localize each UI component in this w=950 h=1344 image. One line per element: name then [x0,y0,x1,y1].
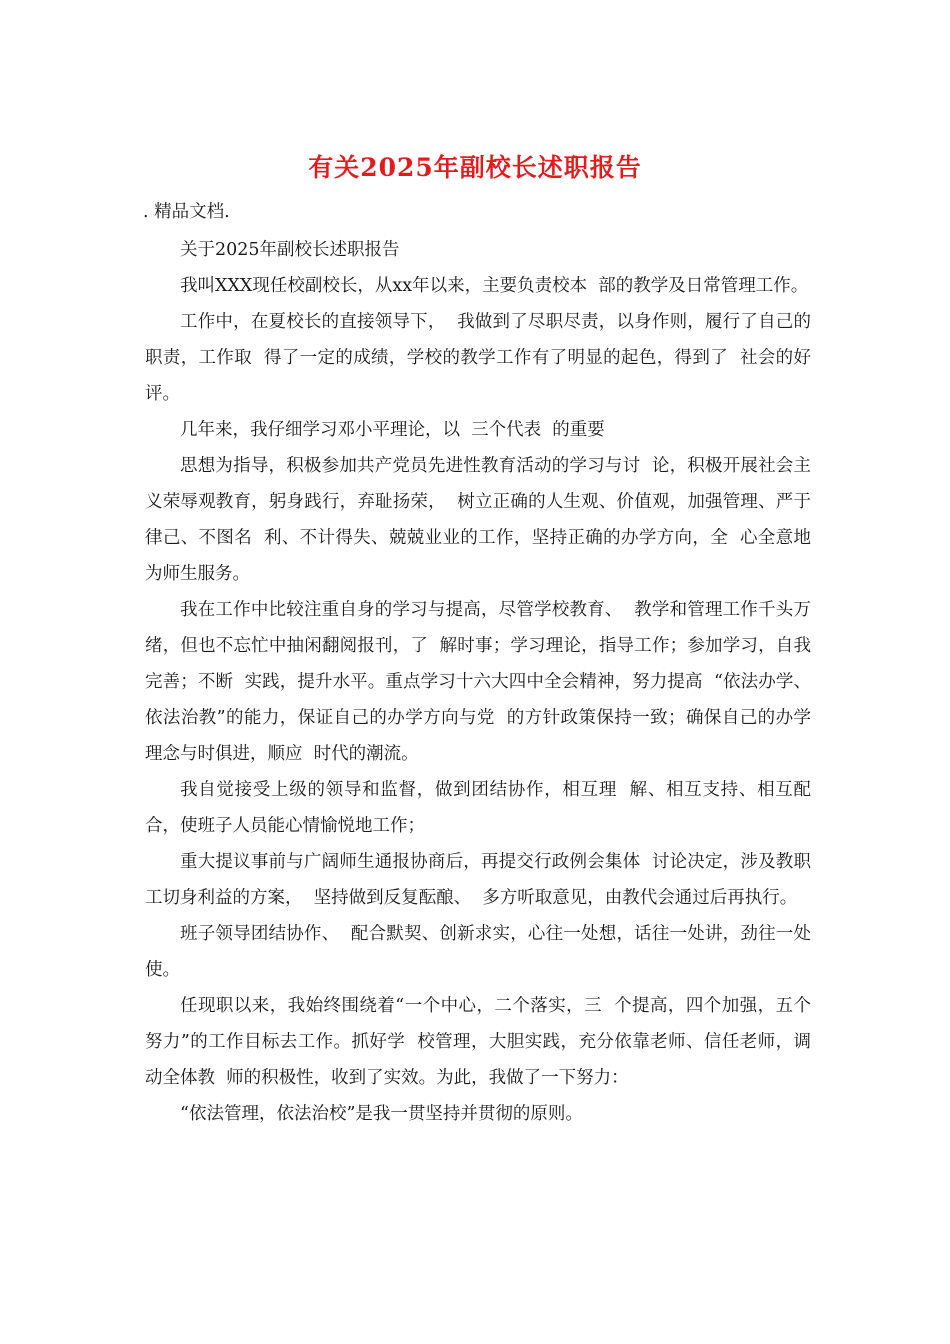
paragraph: 几年来，我仔细学习邓小平理论，以 三个代表 的重要 [180,420,605,440]
paragraph: 思想为指导，积极参加共产党员先进性教育活动的学习与讨 论，积极开展社会主义荣辱观教育，躬身践行，弃耻扬荣， 树立正确的人生观、价值观，加强管理、严于律己、不图名 利、不计得失、兢兢业业的工作，坚持正确的办学方向，全 心全意地为师生服务。 [145,456,811,584]
document-body [145,232,823,1132]
paragraph: 我在工作中比较注重自身的学习与提高，尽管学校教育、 教学和管理工作千头万绪，但也不忘忙中抽闲翻阅报刊，了 解时事；学习理论，指导工作；参加学习，自我完善；不断 实践，提升水平。重点学习十六大四中全会精神，努力提高 “依法办学、依法治教”的能力，保证自己的办学方向与党 的方针政策保持一致；确保自己的办学理念与时俱进，顺应 时代的潮流。 [145,600,811,764]
paragraph: 我自觉接受上级的领导和监督，做到团结协作，相互理 解、相互支持、相互配合，使班子人员能心情愉悦地工作； [145,780,811,836]
paragraph: 班子领导团结协作、 配合默契、创新求实，心往一处想，话往一处讲，劲往一处 使。 [145,924,823,980]
paragraph: 我叫XXX现任校副校长，从xx年以来，主要负责校本 部的教学及日常管理工作。 [180,276,809,296]
paragraph: 关于2025年副校长述职报告 [180,240,400,260]
document-tag: . 精品文档. [143,202,230,222]
paragraph: “依法管理，依法治校”是我一贯坚持并贯彻的原则。 [180,1104,583,1124]
paragraph: 重大提议事前与广阔师生通报协商后，再提交行政例会集体 讨论决定，涉及教职工切身利益的方案， 坚持做到反复酝酿、 多方听取意见，由教代会通过后再执行。 [145,852,811,908]
document-title: 有关2025年副校长述职报告 [308,153,642,182]
paragraph: 任现职以来，我始终围绕着“一个中心，二个落实，三 个提高，四个加强，五个努力”的工作目标去工作。抓好学 校管理，大胆实践，充分依靠老师、信任老师，调动全体教 师的积极性，收到了实效。为此，我做了一下努力： [145,996,811,1088]
paragraph: 工作中，在夏校长的直接领导下， 我做到了尽职尽责，以身作则，履行了自己的职责，工作取 得了一定的成绩，学校的教学工作有了明显的起色，得到了 社会的好评。 [145,312,811,404]
